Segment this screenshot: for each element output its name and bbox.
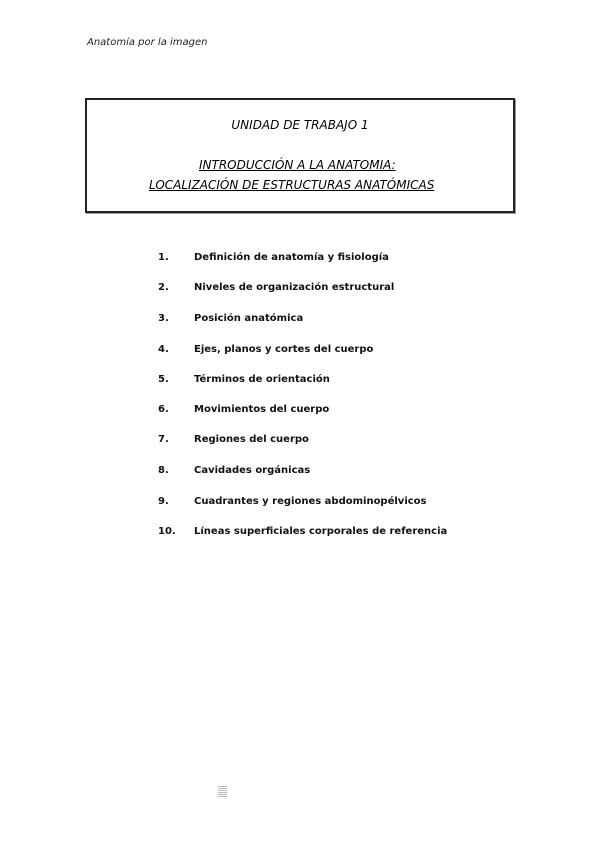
- topic-label: Niveles de organización estructural: [194, 282, 395, 293]
- topic-number: 4.: [158, 344, 169, 355]
- topic-number: 2.: [158, 282, 169, 293]
- topic-number: 6.: [158, 404, 169, 415]
- page-header: Anatomía por la imagen: [87, 37, 208, 48]
- topic-number: 5.: [158, 374, 169, 385]
- topic-number: 1.: [158, 252, 169, 263]
- topic-label: Posición anatómica: [194, 313, 304, 324]
- title-box: [85, 98, 515, 213]
- topic-label: Términos de orientación: [194, 374, 330, 385]
- page-marker-icon: [218, 786, 227, 798]
- topic-number: 7.: [158, 434, 169, 445]
- topic-label: Definición de anatomía y fisiología: [194, 252, 389, 263]
- topic-label: Líneas superficiales corporales de referencia: [194, 526, 448, 537]
- topic-label: Movimientos del cuerpo: [194, 404, 330, 415]
- topic-number: 3.: [158, 313, 169, 324]
- topic-label: Ejes, planos y cortes del cuerpo: [194, 344, 374, 355]
- topic-label: Cuadrantes y regiones abdominopélvicos: [194, 496, 427, 507]
- topic-number: 9.: [158, 496, 169, 507]
- unit-title: UNIDAD DE TRABAJO 1: [231, 118, 369, 132]
- subtitle-introduction: INTRODUCCIÓN A LA ANATOMIA:: [199, 158, 396, 172]
- topic-label: Cavidades orgánicas: [194, 465, 311, 476]
- topic-number: 8.: [158, 465, 169, 476]
- topic-number: 10.: [158, 526, 176, 537]
- topic-label: Regiones del cuerpo: [194, 434, 309, 445]
- subtitle-localization: LOCALIZACIÓN DE ESTRUCTURAS ANATÓMICAS: [149, 178, 435, 192]
